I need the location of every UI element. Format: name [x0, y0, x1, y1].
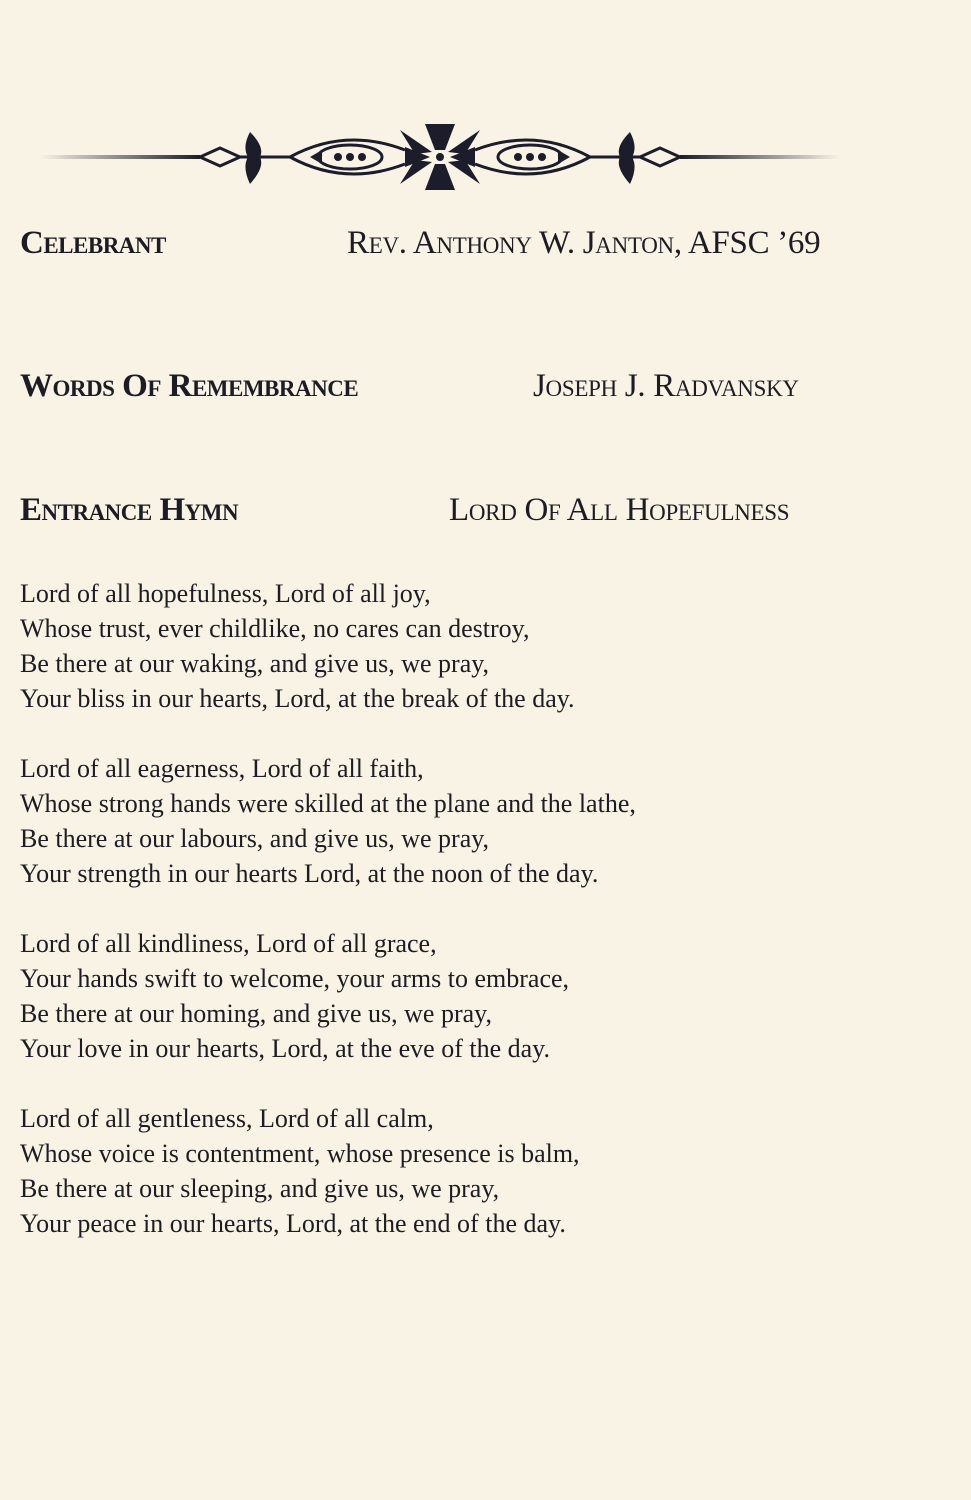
hymn-line: Be there at our homing, and give us, we pray,: [20, 999, 492, 1028]
hymn-line: Your hands swift to welcome, your arms to embrace,: [20, 964, 570, 993]
hymn-stanza-1: [20, 576, 575, 716]
program-label: Celebrant: [20, 225, 166, 261]
hymn-stanza-2: [20, 751, 636, 891]
hymn-line: Lord of all hopefulness, Lord of all joy,: [20, 579, 431, 608]
hymn-line: Be there at our sleeping, and give us, we pray,: [20, 1174, 500, 1203]
program-value: Lord Of All Hopefulness: [449, 492, 790, 528]
hymn-stanza-4: [20, 1101, 580, 1241]
program-value: Joseph J. Radvansky: [533, 368, 799, 404]
hymn-line: Be there at our labours, and give us, we pray,: [20, 824, 490, 853]
program-label: Words Of Remembrance: [20, 368, 359, 404]
hymn-line: Lord of all kindliness, Lord of all grace,: [20, 929, 437, 958]
hymn-line: Whose voice is contentment, whose presence is balm,: [20, 1139, 580, 1168]
program-value: Rev. Anthony W. Janton, AFSC ’69: [347, 225, 821, 261]
hymn-line: Whose strong hands were skilled at the plane and the lathe,: [20, 789, 636, 818]
hymn-line: Your love in our hearts, Lord, at the eve of the day.: [20, 1034, 550, 1063]
hymn-line: Your bliss in our hearts, Lord, at the break of the day.: [20, 684, 575, 713]
hymn-line: Lord of all gentleness, Lord of all calm,: [20, 1104, 434, 1133]
hymn-line: Lord of all eagerness, Lord of all faith,: [20, 754, 424, 783]
hymn-line: Your strength in our hearts Lord, at the noon of the day.: [20, 859, 599, 888]
program-label: Entrance Hymn: [20, 492, 239, 528]
hymn-stanza-3: [20, 926, 569, 1066]
hymn-line: Your peace in our hearts, Lord, at the end of the day.: [20, 1209, 566, 1238]
hymn-line: Whose trust, ever childlike, no cares can destroy,: [20, 614, 530, 643]
hymn-line: Be there at our waking, and give us, we pray,: [20, 649, 490, 678]
ornament-divider-icon: [40, 122, 840, 192]
